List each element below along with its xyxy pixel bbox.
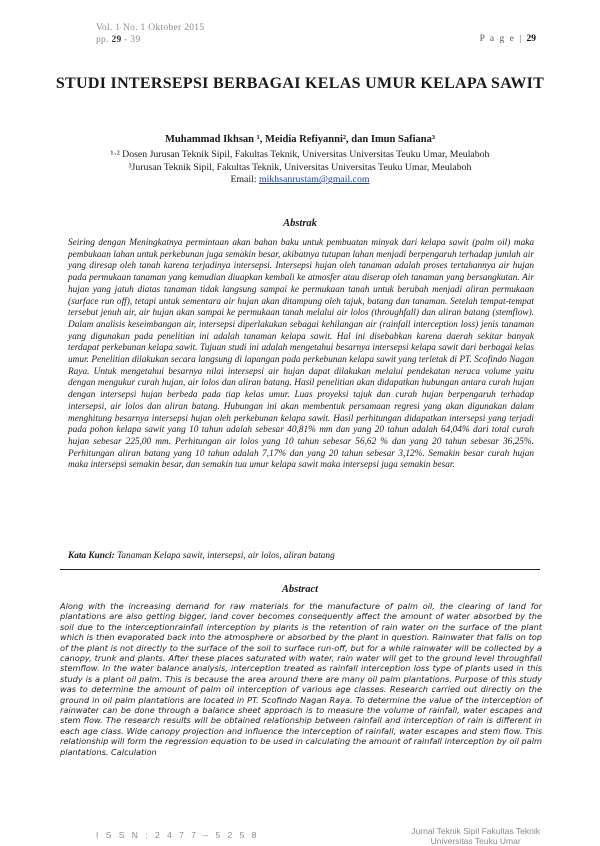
section-divider (60, 569, 540, 570)
email-line (60, 174, 540, 187)
email-link[interactable]: mikhsanrustam@gmail.com (259, 174, 370, 185)
journal-footer-line-2: Universitas Teuku Umar (430, 836, 521, 846)
abstrak-heading: Abstrak (283, 218, 317, 229)
page-range-prefix: pp. (96, 35, 112, 45)
affiliations (60, 149, 540, 187)
keywords (68, 551, 534, 561)
keywords-text: Tanaman Kelapa sawit, intersepsi, air lolos, aliran batang (114, 551, 335, 561)
page-label: P a g e | (479, 34, 527, 44)
email-label: Email: (230, 174, 260, 185)
journal-footer-line-1: Jurnal Teknik Sipil Fakultas Teknik (411, 826, 540, 836)
page-range-separator: - (121, 35, 131, 45)
abstract-body: Along with the increasing demand for raw materials for the manufacture of palm oil, the clearing of land for plantations are also getting bigger, land cover becomes consequently affect the amount of water absorbed by the soil due to the interceptionrainfall interception by plants is the retention of rain water on the surface of the plant which is then evaporated back into the atmosphere or absorbed by the plant in question. Rainwater that falls on top of the plant is not directly to the surface of the soil to surface run-off, but for a while rainwater will be collected by a canopy, trunk and plants. After these places saturated with water, rain water will get to the ground level throughfall stemflow. In the water balance analysis, interception treated as rainfall interception loss type of plants used in this study is a plant oil palm. This is because the area around there are many oil palm plantations. Purpose of this study was to determine the amount of palm oil interception of various age classes. Research carried out directly on the ground in oil palm plantations are located in PT. Scofindo Nagan Raya. To determine the value of the interception of rainwater can be done through a balance sheet approach is to measure the volume of rainfall, water escapes and stem flow. The research results will be obtained relationship between rainfall and interception of rain is different in each age class. Wide canopy projection and influence the interception of rainfall, water escapes and stem flow. This relationship will form the regression equation to be used in calculating the amount of rainfall interception by oil palm plantations. Calculation (60, 601, 542, 757)
journal-header-info (96, 22, 204, 46)
page-marker (480, 34, 536, 44)
volume-issue: Vol. 1 No. 1 Oktober 2015 (96, 23, 205, 33)
keywords-label: Kata Kunci: (68, 551, 115, 561)
affiliation-line-1: ¹·² Dosen Jurusan Teknik Sipil, Fakultas Teknik, Universitas Universitas Teuku Umar, Meulaboh (110, 149, 490, 160)
paper-title: STUDI INTERSEPSI BERBAGAI KELAS UMUR KELAPA SAWIT (55, 75, 545, 92)
author-list: Muhammad Ikhsan ¹, Meidia Refiyanni², dan Imun Safiana³ (165, 134, 435, 145)
affiliation-line-2: ³Jurusan Teknik Sipil, Fakultas Teknik, Universitas Universitas Teuku Umar, Meulaboh (128, 161, 472, 173)
abstract-heading: Abstract (281, 584, 319, 595)
page-range-start: 29 (111, 35, 122, 45)
page-number: 29 (526, 34, 536, 44)
abstrak-body: Seiring dengan Meningkatnya permintaan akan bahan baku untuk pembuatan minyak dari kelapa sawit (palm oil) maka pembukaan lahan untuk perkebunan juga semakin besar, akibatnya tutupan lahan menjadi berpengaruh terhadap jumlah air yang diresap oleh tanah karena terjadinya intersepsi. Intersepsi hujan oleh tanaman adalah proses tertahannya air hujan pada permukaan tanaman yang kemudian diuapkan kembali ke atmosfer atau diserap oleh tanaman yang bersangkutan. Air hujan yang jatuh diatas tanaman tidak langsung sampai ke permukaan tanah untuk berubah menjadi aliran permukaan (surface run off), tetapi untuk sementara air hujan akan ditampung oleh tajuk, batang dan tanaman. Setelah tempat-tempat tersebut jenuh air, air hujan akan sampai ke permukaan tanah melalui air lolos (throughfall) dan aliran batang (stemflow). Dalam analisis keseimbangan air, intersepsi diperlakukan sebagai kehilangan air (rainfall interception loss) jenis tanaman yang digunakan pada penelitian ini adalah tanaman kelapa sawit. Hal ini disebabkan karena daerah sekitar banyak terdapat perkebunan kelapa sawit. Tujuan studi ini adalah mengetahui besarnya intersepsi kelapa sawit dari berbagai kelas umur. Penelitian dilakukan secara langsung di lapangan pada perkebunan kelapa sawit yang terletak di PT. Scofindo Nagan Raya. Untuk mengetahui besarnya nilai intersepsi air hujan dapat dilakukan melalui pendekatan neraca volume yaitu dengan mengukur curah hujan, air lolos dan aliran batang. Hasil penelitian akan didapatkan hubungan antara curah hujan dengan intersepsi hujan berbeda pada tiap kelas umur. Luas proyeksi tajuk dan curah hujan berpengaruh terhadap intersepsi, air lolos dan aliran batang. Hubungan ini akan membentuk persamaan regresi yang akan digunakan dalam menghitung besarnya intersepsi hujan oleh perkebunan kelapa sawit. Hasil perhitungan didapatkan intersepsi yang terjadi pada pohon kelapa sawit yang 10 tahun adalah sebesar 40,81% mm dan yang 20 tahun adalah 64,04% dari total curah hujan sebesar 225,00 mm. Perhitungan air lolos yang 10 tahun sebesar 56,62 % dan yang 20 tahun sebesar 36,25%. Perhitungan aliran batang yang 10 tahun adalah 7,17% dan yang 20 tahun sebesar 3,12%. Semakin besar curah hujan maka intersepsi semakin besar, dan semakin tua umur kelapa sawit maka intersepsi juga semakin besar. (68, 238, 534, 471)
issn-footer: I S S N : 2 4 7 7 – 5 2 5 8 (96, 830, 259, 840)
page-range (96, 34, 204, 46)
journal-footer (411, 826, 540, 846)
page-range-end: 39 (130, 35, 141, 45)
